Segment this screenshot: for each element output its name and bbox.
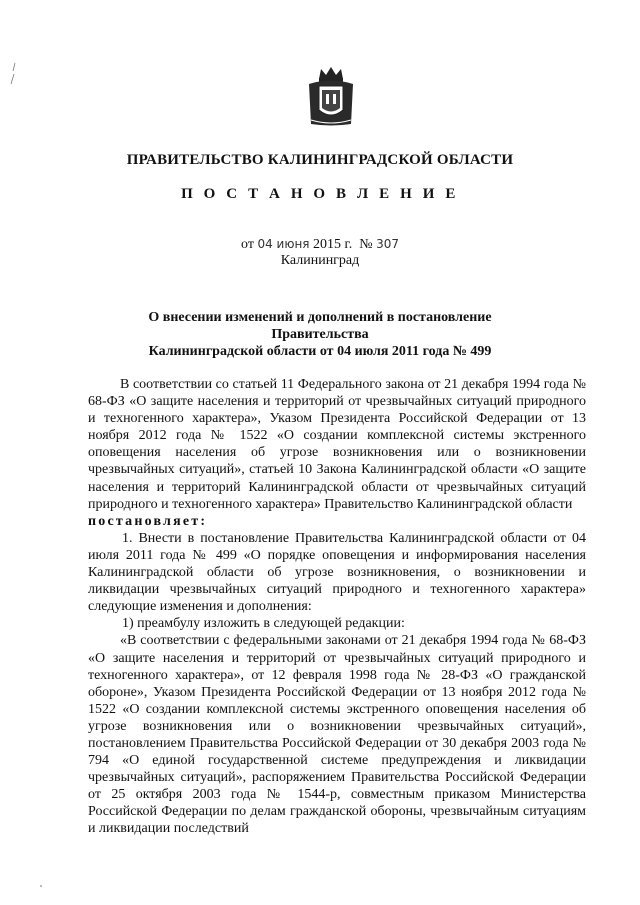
government-title: ПРАВИТЕЛЬСТВО КАЛИНИНГРАДСКОЙ ОБЛАСТИ [126,152,514,168]
resolves-paragraph [88,513,586,530]
document-number: 307 [376,237,399,251]
scan-artifact [40,885,42,887]
document-subject [100,309,540,360]
number-sign: № [359,237,373,252]
item-1-paragraph: 1. Внести в постановление Правительства Калининградской области от 04 июля 2011 года № 499 «О порядке оповещения и информирования населения Калининградской области об угрозе возникновения, о возникновении и ликвидации чрезвычайных ситуаций природного и техногенного характера» следующие изменения и дополнения: [88,530,586,615]
quote-paragraph: «В соответствии с федеральными законами от 21 декабря 1994 года № 68-ФЗ «О защите населения и территорий от чрезвычайных ситуаций природного и техногенного характера», от 12 февраля 1998 года № 28-ФЗ «О гражданской обороне», Указом Президента Российской Федерации от 13 ноября 2012 года № 1522 «О создании комплексной системы экстренного оповещения населения об угрозе возникновения или о возникновении чрезвычайных ситуаций», постановлением Правительства Российской Федерации от 30 декабря 2003 года № 794 «О единой государственной системе предупреждения и ликвидации чрезвычайных ситуаций», распоряжением Правительства Российской Федерации от 25 октября 2003 года № 1544-р, совместным приказом Министерства Российской Федерации по делам гражданской обороны, чрезвычайным ситуациям и ликвидации последствий [88,633,586,837]
document-body [88,376,586,838]
city: Калининград [280,253,360,268]
date-year: 2015 г. [313,237,353,252]
document-type-title: П О С Т А Н О В Л Е Н И Е [181,186,459,202]
preamble-paragraph: В соответствии со статьей 11 Федерального закона от 21 декабря 1994 года № 68-ФЗ «О защите населения и территорий от чрезвычайных ситуаций природного и техногенного характера», Указом Президента Российской Федерации от 13 ноября 2012 года № 1522 «О создании комплексной системы экстренного оповещения населения об угрозе возникновения или о возникновении чрезвычайных ситуаций», статьей 10 Закона Калининградской области «О защите населения и территорий Калининградской области от чрезвычайных ситуаций природного и техногенного характера» Правительство Калининградской области [88,377,586,512]
item-1-1-paragraph: 1) преамбулу изложить в следующей редакции: [122,616,405,632]
date-number-line [0,236,640,253]
margin-pen-mark [8,62,18,86]
resolves-word: постановляет: [88,513,208,529]
date-prefix: от [241,237,254,252]
date-day-month: 04 июня [257,237,310,251]
coat-of-arms-emblem [306,64,356,128]
subject-line-2: Калининградской области от 04 июля 2011 года № 499 [148,344,492,359]
subject-line-1: О внесении изменений и дополнений в постановление Правительства [148,310,492,342]
